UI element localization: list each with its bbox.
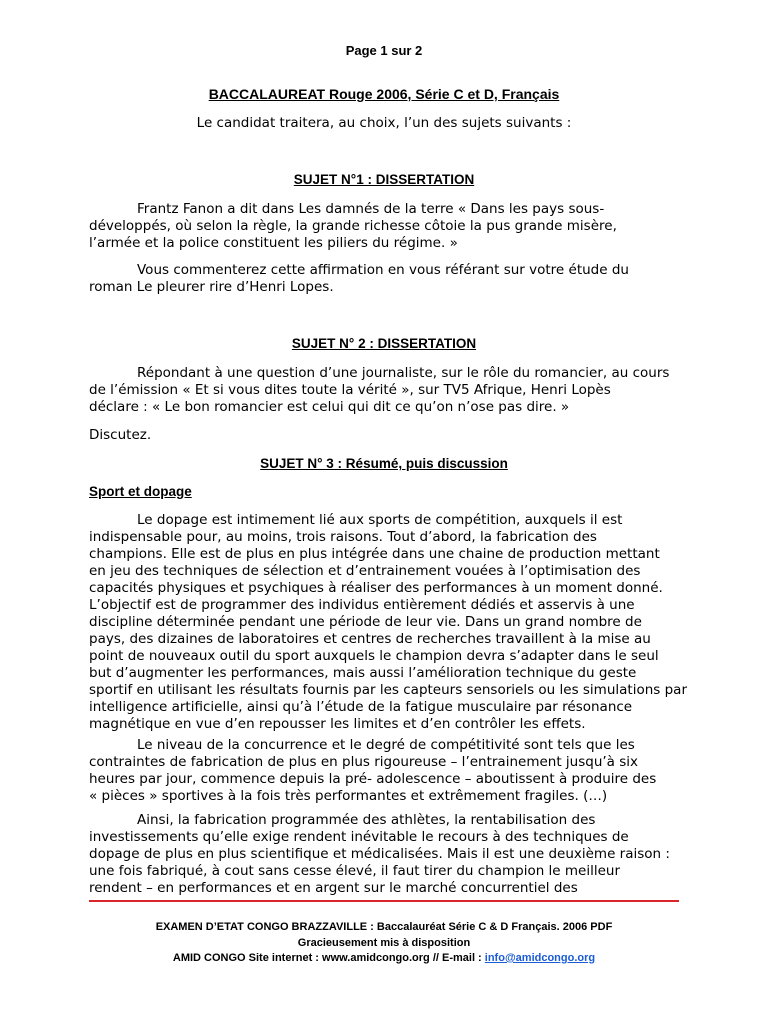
sujet1-paragraph-2: [89, 262, 661, 296]
text-line: Répondant à une question d’une journaliste, sur le rôle du romancier, au cours: [137, 365, 670, 381]
text-line: L’objectif est de programmer des individus entièrement dédiés et asservis à une: [89, 597, 635, 613]
sujet3-heading: SUJET N° 3 : Résumé, puis discussion: [260, 456, 508, 471]
footer-exam-info: EXAMEN D’ETAT CONGO BRAZZAVILLE : Baccalauréat Série C & D Français. 2006 PDF: [155, 921, 613, 933]
text-line: capacités physiques et psychiques à réaliser des performances à un moment donné.: [89, 580, 663, 596]
sujet1-heading: SUJET N°1 : DISSERTATION: [293, 172, 475, 187]
text-line: point de nouveaux outil du sport auxquels le champion devra s’adapter dans le seul: [89, 648, 659, 664]
text-subtitle: Sport et dopage: [89, 484, 192, 499]
text-line: magnétique en vue d’en repousser les limites et d’en contrôler les effets.: [89, 716, 586, 732]
text-line: de l’émission « Et si vous dites toute la vérité », sur TV5 Afrique, Henri Lopès: [89, 382, 611, 398]
sujet2-heading: SUJET N° 2 : DISSERTATION: [291, 336, 477, 351]
text-line: déclare : « Le bon romancier est celui qui dit ce qu’on n’ose pas dire. »: [89, 399, 570, 415]
sujet1-paragraph-1: [89, 201, 661, 252]
text-line: rendent – en performances et en argent sur le marché concurrentiel des: [89, 880, 578, 896]
text-line: dopage de plus en plus scientifique et médicalisées. Mais il est une deuxième raison :: [89, 846, 670, 862]
instructions: Le candidat traitera, au choix, l’un des sujets suivants :: [196, 115, 572, 131]
text-line: intelligence artificielle, ainsi qu’à l’étude de la fatigue musculaire par résonance: [89, 699, 633, 715]
text-line: Le niveau de la concurrence et le degré de compétitivité sont tels que les: [137, 737, 635, 753]
footer-site-text: AMID CONGO Site internet : www.amidcongo.org // E-mail :: [172, 952, 485, 964]
footer-credit: Gracieusement mis à disposition: [297, 937, 471, 949]
text-line: l’armée et la police constituent les piliers du régime. »: [89, 235, 458, 251]
text-line: Vous commenterez cette affirmation en vous référant sur votre étude du: [137, 262, 629, 278]
sujet3-paragraph-3: [89, 812, 670, 897]
email-link[interactable]: info@amidcongo.org: [484, 952, 596, 964]
text-line: « pièces » sportives à la fois très performantes et extrêmement fragiles. (…): [89, 788, 608, 804]
text-line: discipline déterminée pendant une période de leur vie. Dans un grand nombre de: [89, 614, 642, 630]
sujet2-paragraph-2: Discutez.: [89, 427, 152, 443]
text-line: une fois fabriqué, à cout sans cesse élevé, il faut tirer du champion le meilleur: [89, 863, 621, 879]
sujet3-paragraph-2: [89, 737, 661, 805]
text-line: contraintes de fabrication de plus en plus rigoureuse – l’entrainement jusqu’à six: [89, 754, 639, 770]
text-line: but d’augmenter les performances, mais aussi l’amélioration technique du geste: [89, 665, 637, 681]
text-line: indispensable pour, au moins, trois raisons. Tout d’abord, la fabrication des: [89, 529, 597, 545]
sujet2-paragraph-1: [89, 365, 670, 416]
text-line: heures par jour, commence depuis la pré- adolescence – aboutissent à produire des: [89, 771, 657, 787]
text-line: développés, où selon la règle, la grande richesse côtoie la pus grande misère,: [89, 218, 617, 234]
page-number: Page 1 sur 2: [345, 43, 423, 58]
text-line: Le dopage est intimement lié aux sports de compétition, auxquels il est: [137, 512, 623, 528]
text-line: en jeu des techniques de sélection et d’entrainement vouées à l’optimisation des: [89, 563, 641, 579]
text-line: investissements qu’elle exige rendent inévitable le recours à des techniques de: [89, 829, 629, 845]
text-line: roman Le pleurer rire d’Henri Lopes.: [89, 279, 334, 295]
text-line: Ainsi, la fabrication programmée des athlètes, la rentabilisation des: [137, 812, 596, 828]
footer-divider: [89, 900, 679, 902]
document-title: BACCALAUREAT Rouge 2006, Série C et D, Français: [208, 86, 560, 102]
text-line: sportif en utilisant les résultats fournis par les capteurs sensoriels ou les simulations par: [89, 682, 687, 698]
text-line: Frantz Fanon a dit dans Les damnés de la terre « Dans les pays sous-: [137, 201, 605, 217]
text-line: champions. Elle est de plus en plus intégrée dans une chaine de production mettant: [89, 546, 660, 562]
sujet3-paragraph-1: [89, 512, 687, 733]
text-line: pays, des dizaines de laboratoires et centres de recherches travaillent à la mise au: [89, 631, 651, 647]
footer-contact: [0, 952, 768, 964]
